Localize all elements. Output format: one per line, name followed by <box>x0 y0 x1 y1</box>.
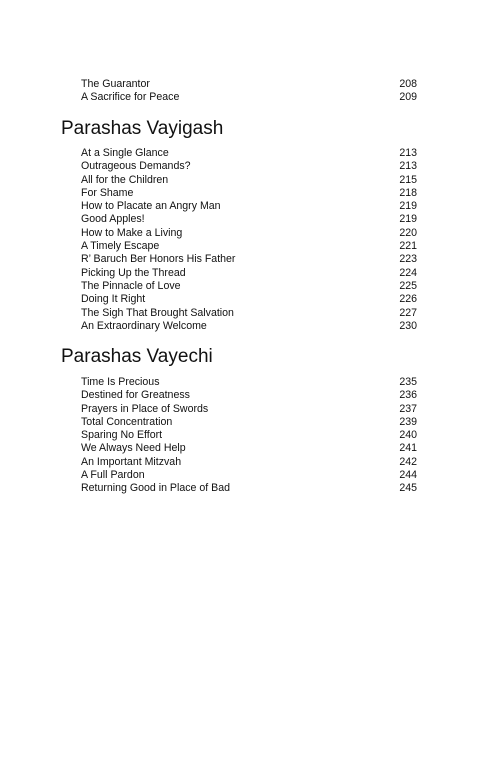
entry-title: Total Concentration <box>81 415 173 428</box>
toc-entry <box>81 253 417 266</box>
entry-page-number: 213 <box>399 147 417 159</box>
entry-title: How to Make a Living <box>81 226 183 239</box>
toc-entry <box>81 482 417 495</box>
section-heading-vayigash: Parashas Vayigash <box>61 118 224 139</box>
entry-title: An Extraordinary Welcome <box>81 319 207 332</box>
toc-entry <box>81 456 417 469</box>
entry-title: Time Is Precious <box>81 376 160 388</box>
entry-page-number: 208 <box>399 78 417 90</box>
toc-entry <box>81 213 417 226</box>
entry-page-number: 242 <box>399 455 417 468</box>
toc-entry <box>81 293 417 306</box>
vayigash-entry-list <box>81 147 417 333</box>
entry-page-number: 215 <box>399 173 417 186</box>
toc-entry <box>81 376 417 389</box>
toc-entry <box>81 227 417 240</box>
entry-page-number: 236 <box>399 389 417 402</box>
entry-page-number: 218 <box>399 186 417 199</box>
entry-title: A Timely Escape <box>81 240 160 253</box>
entry-page-number: 244 <box>399 469 417 482</box>
entry-title: Outrageous Demands? <box>81 160 191 173</box>
entry-page-number: 219 <box>399 213 417 226</box>
entry-title: Returning Good in Place of Bad <box>81 482 230 495</box>
entry-title: For Shame <box>81 186 134 199</box>
entry-title: Picking Up the Thread <box>81 266 186 279</box>
toc-entry <box>81 240 417 253</box>
entry-page-number: 223 <box>399 253 417 266</box>
toc-entry <box>81 147 417 160</box>
entry-title: A Full Pardon <box>81 469 145 482</box>
entry-page-number: 209 <box>399 91 417 104</box>
entry-title: A Sacrifice for Peace <box>81 91 180 104</box>
entry-title: We Always Need Help <box>81 442 186 455</box>
entry-page-number: 226 <box>399 293 417 306</box>
toc-entry <box>81 389 417 402</box>
entry-page-number: 221 <box>399 240 417 253</box>
entry-page-number: 227 <box>399 306 417 319</box>
entry-page-number: 241 <box>399 442 417 455</box>
entry-title: Sparing No Effort <box>81 429 163 442</box>
entry-page-number: 230 <box>399 319 417 332</box>
toc-entry <box>81 200 417 213</box>
entry-title: At a Single Glance <box>81 147 169 159</box>
toc-entry <box>81 280 417 293</box>
toc-entry <box>81 469 417 482</box>
toc-entry <box>81 442 417 455</box>
entry-title: The Sigh That Brought Salvation <box>81 306 234 319</box>
entry-page-number: 239 <box>399 415 417 428</box>
entry-title: Prayers in Place of Swords <box>81 402 209 415</box>
toc-entry <box>81 403 417 416</box>
entry-title: An Important Mitzvah <box>81 455 182 468</box>
entry-title: All for the Children <box>81 173 169 186</box>
toc-entry <box>81 187 417 200</box>
intro-entry-list <box>81 78 417 105</box>
entry-page-number: 220 <box>399 226 417 239</box>
entry-page-number: 224 <box>399 266 417 279</box>
entry-title: The Guarantor <box>81 78 150 90</box>
entry-page-number: 237 <box>399 402 417 415</box>
toc-entry <box>81 91 417 104</box>
entry-page-number: 225 <box>399 279 417 292</box>
toc-entry <box>81 174 417 187</box>
entry-title: Doing It Right <box>81 293 146 306</box>
section-heading-vayechi: Parashas Vayechi <box>61 346 213 367</box>
entry-title: Good Apples! <box>81 213 145 226</box>
toc-entry <box>81 160 417 173</box>
entry-page-number: 235 <box>399 376 417 388</box>
entry-page-number: 245 <box>399 482 417 495</box>
toc-entry <box>81 429 417 442</box>
vayechi-entry-list <box>81 376 417 496</box>
toc-entry <box>81 78 417 91</box>
entry-title: R’ Baruch Ber Honors His Father <box>81 253 236 266</box>
entry-title: Destined for Greatness <box>81 389 190 402</box>
toc-entry <box>81 267 417 280</box>
entry-title: How to Placate an Angry Man <box>81 200 221 213</box>
entry-title: The Pinnacle of Love <box>81 279 181 292</box>
entry-page-number: 219 <box>399 200 417 213</box>
toc-entry <box>81 307 417 320</box>
toc-entry <box>81 320 417 333</box>
entry-page-number: 240 <box>399 429 417 442</box>
toc-entry <box>81 416 417 429</box>
entry-page-number: 213 <box>399 160 417 173</box>
